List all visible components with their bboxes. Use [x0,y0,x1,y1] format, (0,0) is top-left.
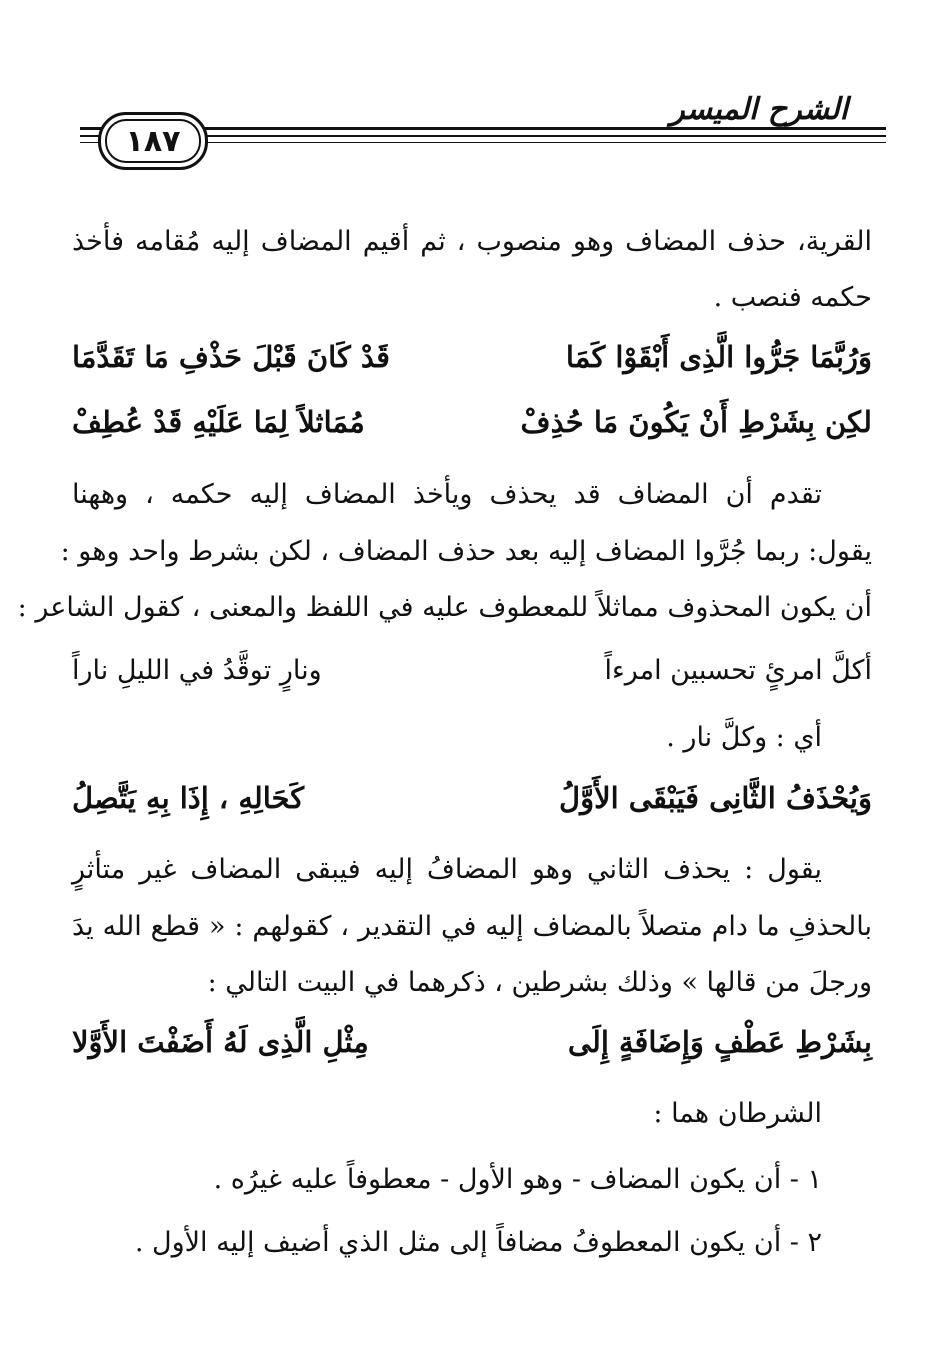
list-item: ٢ - أن يكون المعطوفُ مضافاً إلى مثل الذي أضيف إليه الأول . [134,1227,822,1258]
text-line: القرية، حذف المضاف وهو منصوب ، ثم أقيم المضاف إليه مُقامه فأخذ [72,226,872,257]
verse-line [72,401,872,443]
verse-line [72,1021,872,1063]
poem-hemistich-left: ونارٍ توقَّدُ في الليلِ ناراً [72,655,322,686]
text-line: بالحذفِ ما دام متصلاً بالمضاف إليه في التقدير ، كقولهم : « قطع الله يدَ [72,911,872,942]
verse-hemistich-right: لكِن بِشَرْطِ أَنْ يَكُونَ مَا حُذِفْ [520,405,872,439]
text-line: أن يكون المحذوف مماثلاً للمعطوف عليه في اللفظ والمعنى ، كقول الشاعر : [17,592,872,623]
page-number: ١٨٧ [125,123,181,159]
text-line: الشرطان هما : [653,1098,822,1129]
text-line: أي : وكلَّ نار . [666,722,822,753]
verse-hemistich-right: وَرُبَّمَا جَرُّوا الَّذِى أَبْقَوْا كَمَا [565,340,872,374]
book-title: الشرح الميسر [662,92,856,127]
text-line: ورجلَ من قالها » وذلك بشرطين ، ذكرهما في البيت التالي : [207,967,872,998]
list-item: ١ - أن يكون المضاف - وهو الأول - معطوفاً عليه غيرُه . [213,1164,822,1195]
verse-hemistich-left: قَدْ كَانَ قَبْلَ حَذْفِ مَا تَقَدَّمَا [72,340,390,374]
verse-line [72,777,872,819]
poem-hemistich-right: أكلَّ امرئٍ تحسبين امرءاً [604,655,872,686]
poem-line [72,650,872,692]
text-line: تقدم أن المضاف قد يحذف ويأخذ المضاف إليه حكمه ، وههنا [72,479,822,510]
text-line: حكمه فنصب . [713,282,872,313]
verse-hemistich-right: بِشَرْطِ عَطْفٍ وَإِضَافَةٍ إِلَى [567,1025,872,1059]
verse-hemistich-left: مِثْلِ الَّذِى لَهُ أَضَفْتَ الأَوَّلا [72,1025,369,1059]
verse-hemistich-left: مُمَاثلاً لِمَا عَلَيْهِ قَدْ عُطِفْ [72,405,365,439]
text-line: يقول: ربما جُرَّوا المضاف إليه بعد حذف المضاف ، لكن بشرط واحد وهو : [60,536,872,567]
page-number-badge [98,112,208,170]
verse-hemistich-right: وَيُحْذَفُ الثَّانِى فَيَبْقَى الأَوَّلُ [559,781,872,815]
verse-line [72,336,872,378]
text-line: يقول : يحذف الثاني وهو المضافُ إليه فيبقى المضاف غير متأثرٍ [72,854,822,885]
verse-hemistich-left: كَحَالِهِ ، إِذَا بِهِ يَتَّصِلُ [72,781,305,815]
